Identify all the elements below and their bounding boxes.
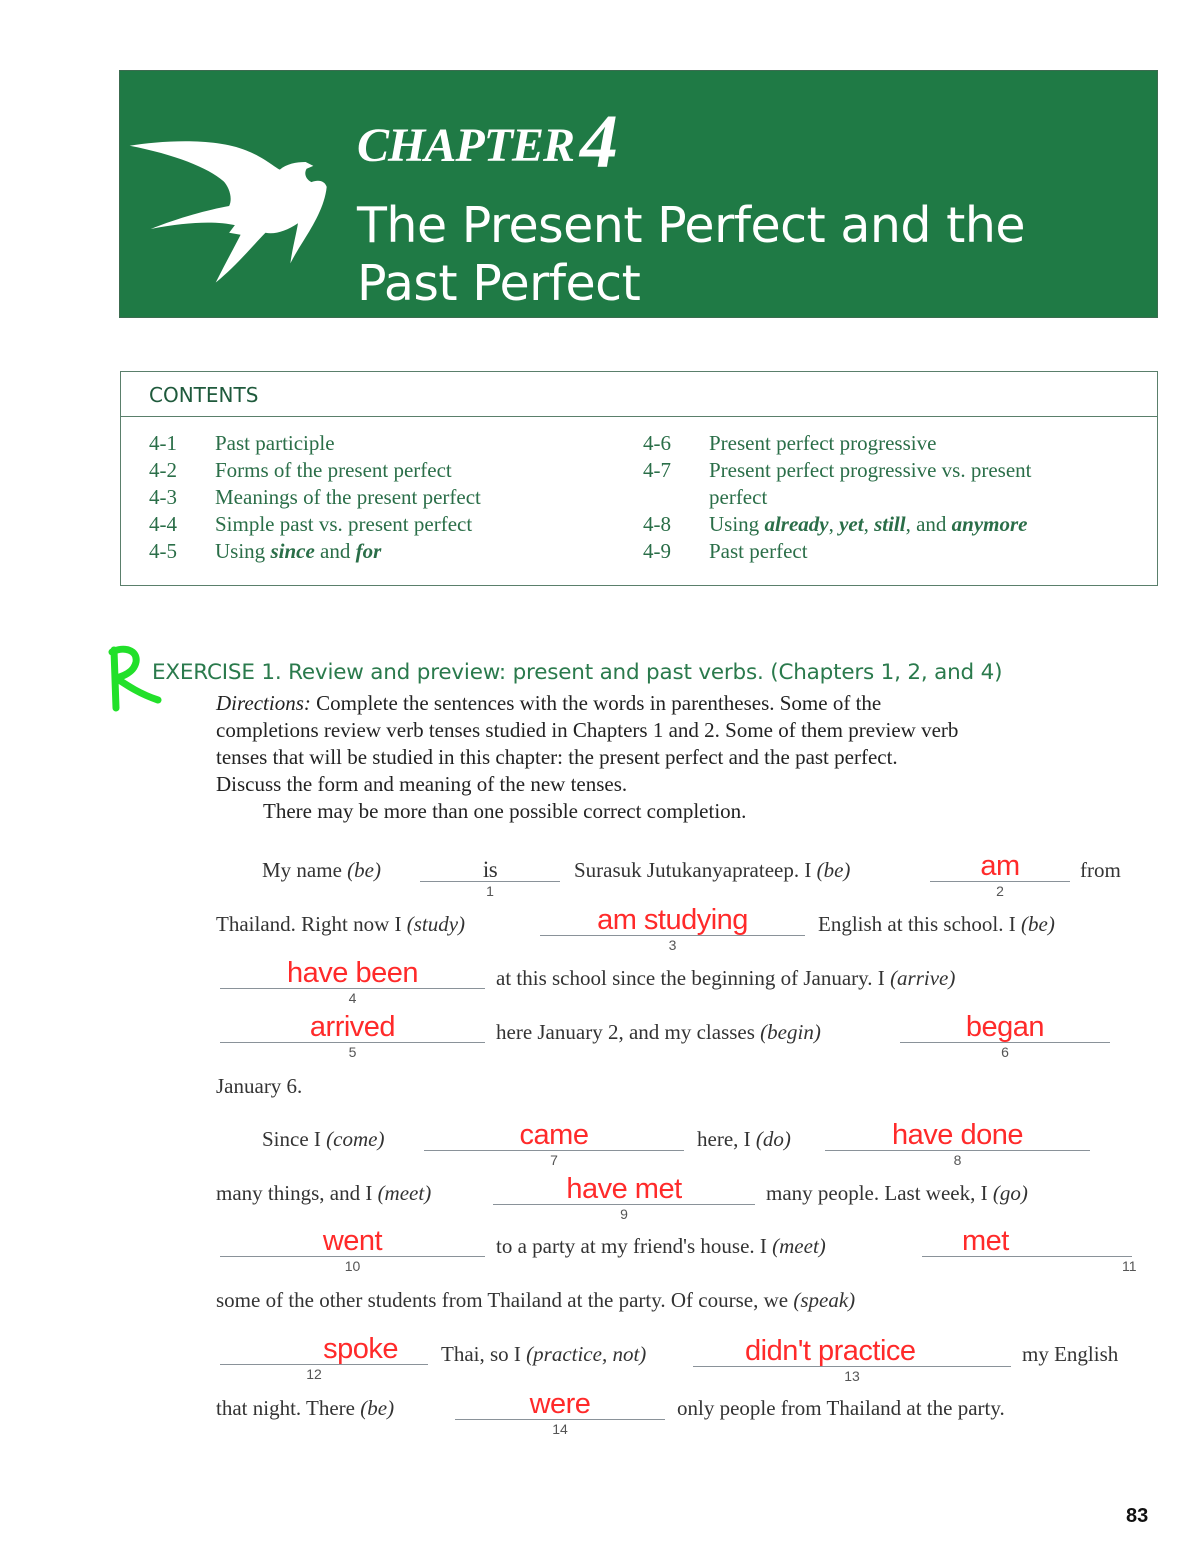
text: many things, and I (216, 1181, 378, 1205)
verb-hint: (be) (816, 858, 851, 882)
toc-text: Simple past vs. present perfect (215, 512, 473, 536)
toc-number: 4-5 (149, 539, 177, 563)
sentence-text (216, 1288, 855, 1313)
verb-hint: (be) (360, 1396, 395, 1420)
chapter-title-line-1: The Present Perfect and the (357, 197, 1026, 254)
answer-blank-11[interactable] (922, 1225, 1137, 1274)
text: many people. Last week, I (766, 1181, 993, 1205)
toc-number: 4-9 (643, 539, 671, 563)
toc-text: Meanings of the present perfect (215, 485, 481, 509)
answer-blank-8[interactable] (825, 1119, 1090, 1168)
toc-text-part: , (863, 512, 875, 536)
verb-hint: (speak) (793, 1288, 856, 1312)
sentence-text (818, 912, 1055, 937)
directions-text: Complete the sentences with the words in parentheses. Some of the (310, 691, 882, 715)
blank-number: 3 (668, 937, 677, 953)
answer-text: am studying (597, 904, 748, 936)
contents-left-column (149, 430, 619, 565)
answer-text: have been (287, 957, 418, 989)
toc-item[interactable] (149, 457, 619, 484)
chapter-word: CHAPTER (357, 119, 575, 172)
sentence-text: January 6. (216, 1074, 303, 1098)
blank-number: 2 (996, 883, 1004, 899)
chapter-number: 4 (580, 100, 618, 184)
text: some of the other students from Thailand at the party. Of course, we (216, 1288, 794, 1312)
exercise-directions (216, 690, 1146, 825)
text: My name (262, 858, 348, 882)
answer-text: met (962, 1225, 1009, 1257)
directions-line: tenses that will be studied in this chapter: the present perfect and the past perfect. (216, 745, 898, 769)
verb-hint: (meet) (772, 1234, 826, 1258)
answer-text: is (482, 857, 498, 882)
blank-number: 4 (348, 990, 357, 1006)
text: Thailand. Right now I (216, 912, 407, 936)
text: English at this school. I (818, 912, 1021, 936)
toc-text (709, 457, 1143, 511)
toc-text-part: , (828, 512, 840, 536)
blank-number: 13 (844, 1368, 860, 1384)
sentence-text (216, 1181, 431, 1206)
toc-item[interactable] (643, 538, 1143, 565)
answer-text: spoke (323, 1333, 398, 1365)
text: to a party at my friend's house. I (496, 1234, 773, 1258)
text: that night. There (216, 1396, 361, 1420)
blank-number: 7 (550, 1152, 558, 1168)
answer-blank-2[interactable] (930, 850, 1070, 899)
directions-note: There may be more than one possible correct completion. (263, 799, 747, 823)
text: Surasuk Jutukanyaprateep. I (574, 858, 817, 882)
answer-blank-6[interactable] (900, 1011, 1110, 1060)
sentence-text (216, 912, 465, 937)
answer-blank-12[interactable] (220, 1333, 428, 1382)
exercise-title: EXERCISE 1. Review and preview: present and past verbs. (Chapters 1, 2, and 4) (152, 660, 1003, 685)
toc-text: Past perfect (709, 539, 808, 563)
contents-header (121, 372, 1157, 417)
toc-keyword: still (874, 512, 906, 536)
answer-blank-1[interactable] (420, 855, 560, 899)
directions-line: completions review verb tenses studied in Chapters 1 and 2. Some of them preview verb (216, 718, 959, 742)
blank-number: 8 (953, 1152, 962, 1168)
answer-blank-5[interactable] (220, 1011, 485, 1060)
chapter-label (357, 99, 617, 186)
verb-hint: (arrive) (890, 966, 956, 990)
sentence-text (441, 1342, 646, 1367)
answer-text: were (529, 1388, 591, 1420)
contents-right-column (643, 430, 1143, 565)
answer-blank-14[interactable] (455, 1388, 665, 1437)
blank-number: 1 (486, 883, 494, 899)
sentence-text (496, 1020, 821, 1045)
directions-line: Discuss the form and meaning of the new tenses. (216, 772, 628, 796)
chapter-title (357, 197, 1025, 313)
toc-text-part: Using (709, 512, 765, 536)
toc-keyword: already (764, 512, 829, 536)
toc-text-line-1: Present perfect progressive vs. present (709, 458, 1032, 482)
toc-number: 4-6 (643, 431, 671, 455)
answer-blank-4[interactable] (220, 957, 485, 1006)
toc-item[interactable] (643, 430, 1143, 457)
blank-number: 12 (306, 1366, 322, 1382)
text: here January 2, and my classes (496, 1020, 761, 1044)
toc-keyword: anymore (951, 512, 1028, 536)
answer-text: am (980, 850, 1020, 882)
chapter-banner (119, 70, 1158, 318)
directions-label: Directions: (216, 691, 311, 715)
answer-text: came (519, 1119, 589, 1151)
sentence-text (697, 1127, 791, 1152)
toc-text: Past participle (215, 431, 335, 455)
verb-hint: (do) (755, 1127, 791, 1151)
toc-keyword: since (270, 539, 315, 563)
verb-hint: (be) (1021, 912, 1055, 936)
toc-text (215, 538, 619, 565)
blank-number: 9 (620, 1206, 628, 1222)
sentence-text: my English (1022, 1342, 1119, 1366)
text: Since I (262, 1127, 327, 1151)
verb-hint: (practice, not) (526, 1342, 647, 1366)
toc-text (709, 511, 1143, 538)
answer-blank-10[interactable] (220, 1225, 485, 1274)
answer-text: began (965, 1011, 1045, 1043)
answer-blank-7[interactable] (424, 1119, 684, 1168)
toc-item[interactable] (643, 457, 1143, 511)
toc-text-part: Using (215, 539, 271, 563)
toc-number: 4-3 (149, 485, 177, 509)
answer-text: went (322, 1225, 383, 1257)
answer-blank-9[interactable] (493, 1173, 755, 1222)
toc-number: 4-7 (643, 458, 671, 482)
verb-hint: (begin) (760, 1020, 821, 1044)
toc-keyword: yet (839, 512, 864, 536)
toc-text: Forms of the present perfect (215, 458, 452, 482)
blank-number: 11 (1122, 1258, 1137, 1274)
text: Thai, so I (441, 1342, 527, 1366)
text: here, I (697, 1127, 756, 1151)
blank-number: 14 (552, 1421, 568, 1437)
toc-item[interactable] (149, 511, 619, 538)
toc-text-line-2: perfect (709, 485, 768, 509)
sentence-text (262, 1127, 384, 1152)
answer-text: arrived (309, 1011, 396, 1043)
sentence-text (216, 1396, 394, 1421)
verb-hint: (meet) (377, 1181, 432, 1205)
chapter-title-line-2: Past Perfect (357, 255, 641, 312)
toc-item[interactable] (149, 484, 619, 511)
answer-blank-13[interactable] (693, 1335, 1011, 1384)
sentence-text (766, 1181, 1028, 1206)
sentence-text (496, 1234, 826, 1259)
sentence-text (574, 858, 850, 883)
answer-text: have met (566, 1173, 682, 1205)
verb-hint: (study) (406, 912, 466, 936)
answer-blank-3[interactable] (540, 904, 805, 953)
verb-hint: (come) (326, 1127, 385, 1151)
blank-number: 6 (1001, 1044, 1009, 1060)
toc-text-part: and (314, 539, 356, 563)
toc-keyword: for (355, 539, 382, 563)
sentence-text (496, 966, 955, 991)
contents-box (120, 371, 1158, 586)
verb-hint: (be) (347, 858, 381, 882)
toc-number: 4-4 (149, 512, 177, 536)
blank-number: 10 (344, 1258, 361, 1274)
directions-line (216, 690, 1146, 717)
contents-label: CONTENTS (149, 383, 259, 407)
toc-number: 4-1 (149, 431, 177, 455)
text: at this school since the beginning of January. I (496, 966, 891, 990)
blank-number: 5 (348, 1044, 357, 1060)
toc-number: 4-2 (149, 458, 177, 482)
toc-text-part: , and (905, 512, 952, 536)
verb-hint: (go) (992, 1181, 1028, 1205)
sentence-text (262, 858, 381, 883)
toc-item[interactable] (149, 538, 619, 565)
toc-text: Present perfect progressive (709, 431, 937, 455)
answer-text: didn't practice (745, 1335, 916, 1367)
sentence-text: from (1080, 858, 1121, 882)
page-number: 83 (1126, 1505, 1149, 1527)
toc-number: 4-8 (643, 512, 671, 536)
answer-text: have done (892, 1119, 1023, 1151)
swallow-bird-icon (122, 126, 342, 286)
toc-item[interactable] (643, 511, 1143, 538)
sentence-text: only people from Thailand at the party. (677, 1396, 1005, 1420)
toc-item[interactable] (149, 430, 619, 457)
